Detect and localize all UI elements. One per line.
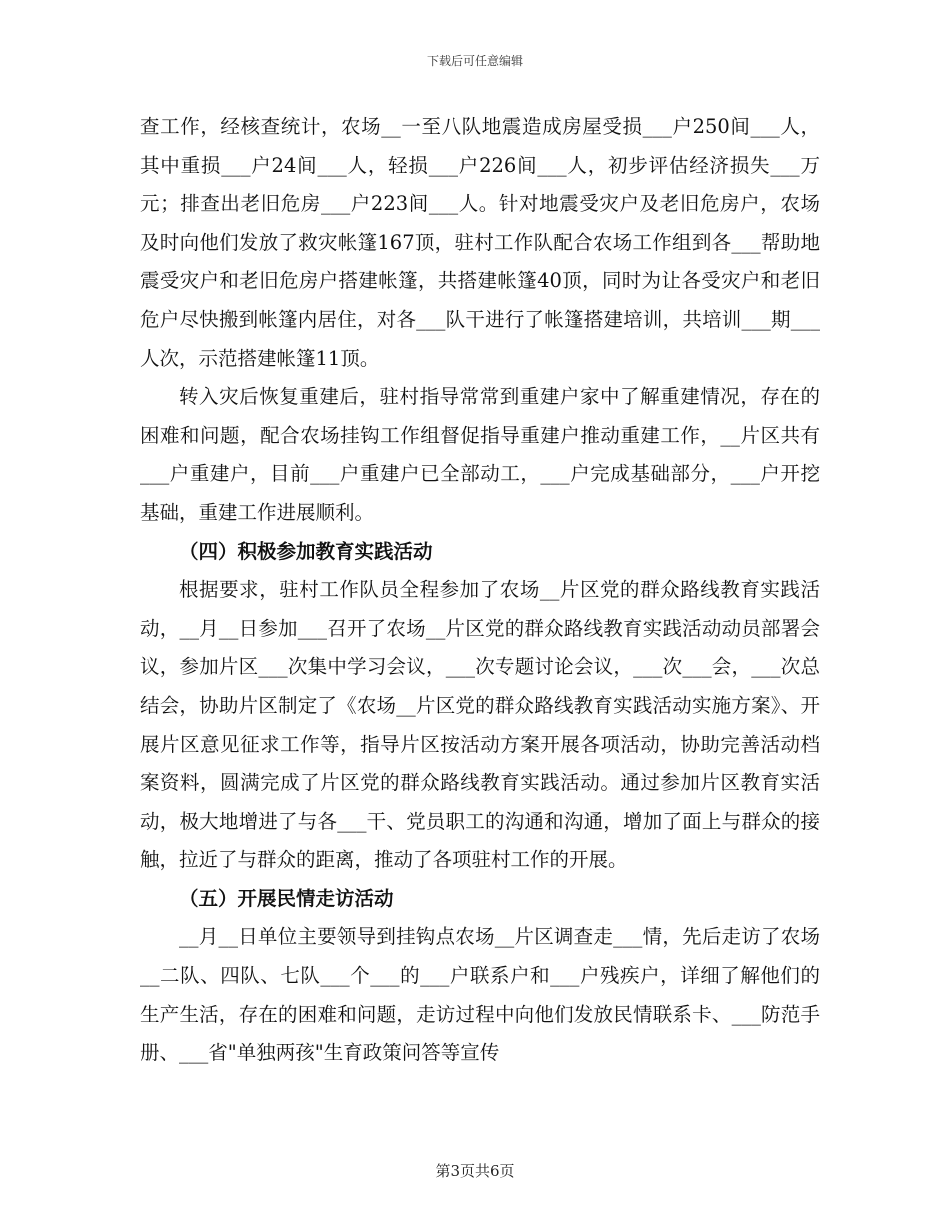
page-footer: 第3页共6页 bbox=[435, 1162, 515, 1180]
paragraph: 转入灾后恢复重建后，驻村指导常常到重建户家中了解重建情况，存在的困难和问题，配合农场挂钩工作组督促指导重建户推动重建工作，__片区共有___户重建户，目前___户重建户已全部动工，___户完成基础部分，___户开挖基础，重建工作进展顺利。 bbox=[140, 385, 820, 524]
document-body bbox=[140, 108, 820, 1073]
paragraph: __月__日单位主要领导到挂钩点农场__片区调查走___情，先后走访了农场__二队、四队、七队___个___的___户联系户和___户残疾户，详细了解他们的生产生活，存在的困难和问题，走访过程中向他们发放民情联系卡、___防范手册、___省"单独两孩"生育政策问答等宣传 bbox=[140, 925, 820, 1065]
paragraph: 根据要求，驻村工作队员全程参加了农场__片区党的群众路线教育实践活动，__月__日参加___召开了农场__片区党的群众路线教育实践活动动员部署会议，参加片区___次集中学习会议，___次专题讨论会议，___次___会，___次总结会，协助片区制定了《农场__片区党的群众路线教育实践活动实施方案》、开展片区意见征求工作等，指导片区按活动方案开展各项活动，协助完善活动档案资料，圆满完成了片区党的群众路线教育实践活动。通过参加片区教育实活动，极大地增进了与各___干、党员职工的沟通和沟通，增加了面上与群众的接触，拉近了与群众的距离，推动了各项驻村工作的开展。 bbox=[140, 578, 820, 872]
section-heading: （四）积极参加教育实践活动 bbox=[179, 539, 433, 563]
page-header: 下载后可任意编辑 bbox=[426, 54, 523, 68]
paragraph: 查工作，经核查统计，农场__一至八队地震造成房屋受损___户250间___人，其中重损___户24间___人，轻损___户226间___人，初步评估经济损失___万元；排查出老旧危房___户223间___人。针对地震受灾户及老旧危房户，农场及时向他们发放了救灾帐篷167顶，驻村工作队配合农场工作组到各___帮助地震受灾户和老旧危房户搭建帐篷，共搭建帐篷40顶，同时为让各受灾户和老旧危户尽快搬到帐篷内居住，对各___队干进行了帐篷搭建培训，共培训___期___人次，示范搭建帐篷11顶。 bbox=[140, 115, 820, 370]
section-heading: （五）开展民情走访活动 bbox=[179, 886, 394, 910]
